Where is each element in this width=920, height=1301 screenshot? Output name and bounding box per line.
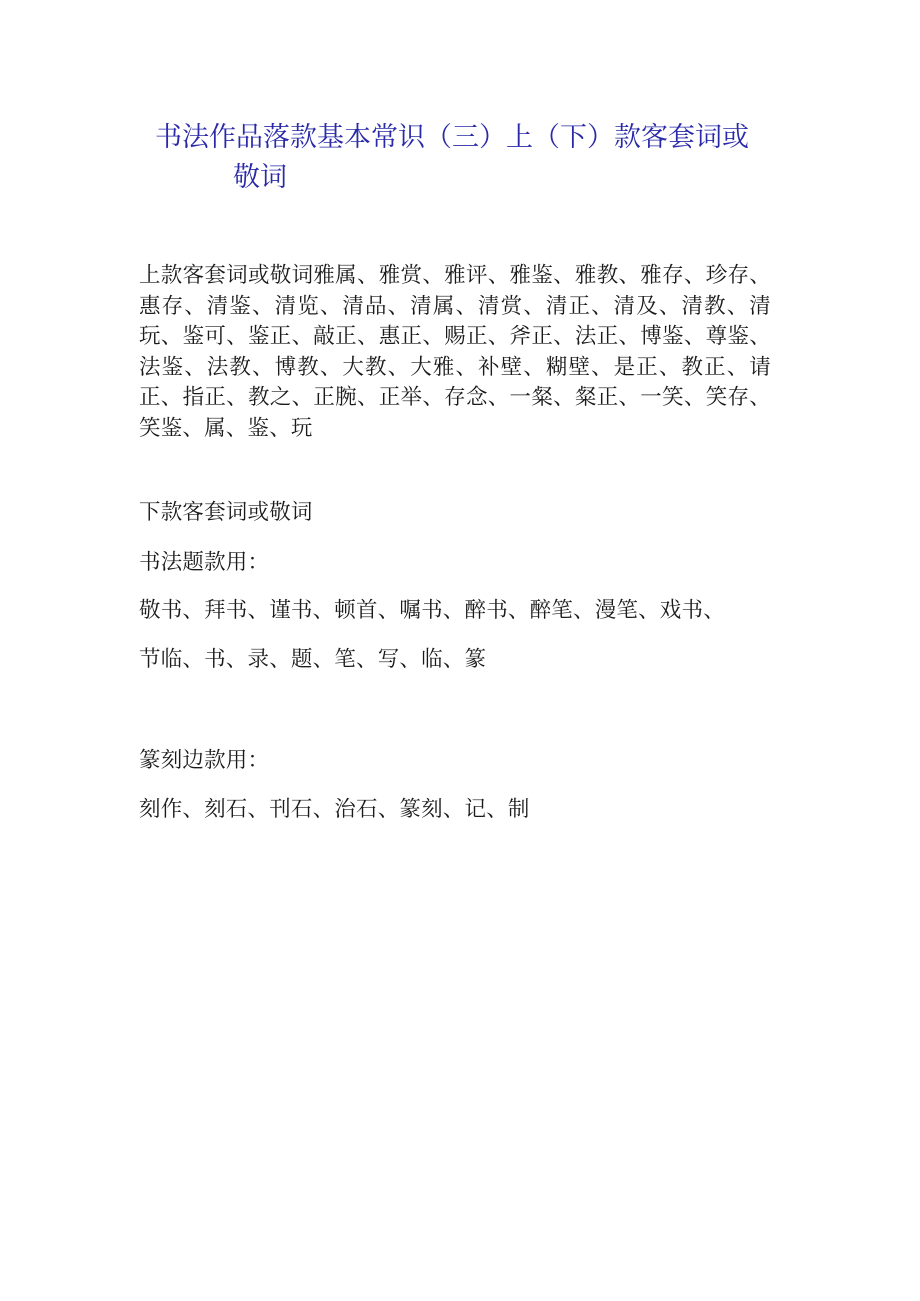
upper-inscription-paragraph: 上款客套词或敬词雅属、雅赏、雅评、雅鉴、雅教、雅存、珍存、惠存、清鉴、清览、清品、清属、清赏、清正、清及、清教、清玩、鉴可、鉴正、敲正、惠正、赐正、斧正、法正、博鉴、尊鉴、法鉴、法教、博教、大教、大雅、补壁、糊壁、是正、教正、请正、指正、教之、正腕、正举、存念、一粲、粲正、一笑、笑存、笑鉴、属、鉴、玩 [139, 263, 771, 441]
lower-inscription-heading: 下款客套词或敬词 [139, 500, 313, 525]
title-line-2: 敬词 [233, 162, 287, 193]
calligraphy-terms-line-2: 节临、书、录、题、笔、写、临、篆 [139, 647, 487, 672]
calligraphy-terms-line-1: 敬书、拜书、谨书、顿首、嘱书、醉书、醉笔、漫笔、戏书、 [139, 598, 725, 623]
seal-carving-terms: 刻作、刻石、刊石、治石、篆刻、记、制 [139, 797, 530, 822]
document-title [155, 118, 775, 198]
calligraphy-label: 书法题款用： [139, 550, 270, 575]
title-line-1: 书法作品落款基本常识（三）上（下）款客套词或 [155, 122, 749, 153]
seal-carving-label: 篆刻边款用： [139, 748, 270, 773]
